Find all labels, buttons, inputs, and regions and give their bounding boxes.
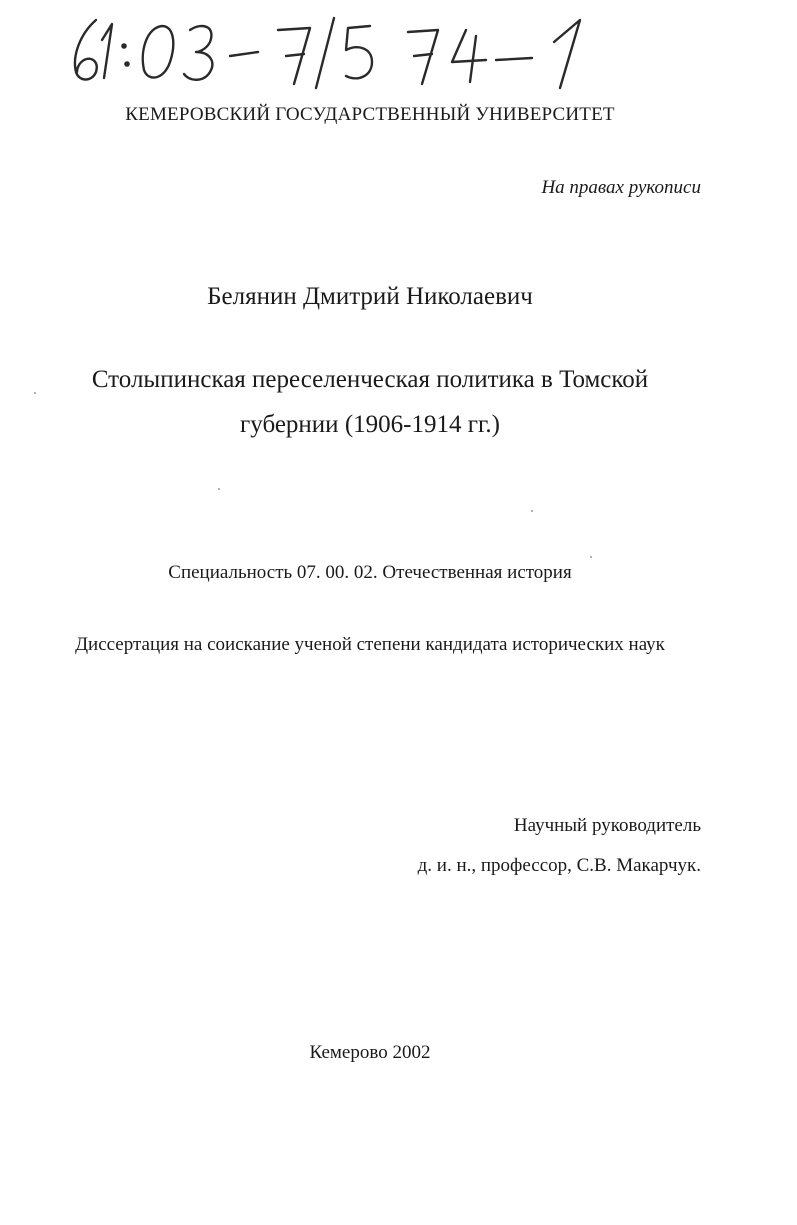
scan-speck (531, 510, 533, 512)
dissertation-title-line-2: губернии (1906-1914 гг.) (240, 411, 500, 438)
advisor-label: Научный руководитель (513, 815, 701, 836)
advisor-name: д. и. н., профессор, С.В. Макарчук. (417, 855, 701, 876)
handwritten-archive-number (66, 12, 626, 92)
city-and-year: Кемерово 2002 (309, 1042, 431, 1063)
scan-speck (590, 556, 592, 558)
specialty-line: Специальность 07. 00. 02. Отечественная история (168, 562, 572, 583)
scan-speck (218, 488, 220, 490)
university-name: КЕМЕРОВСКИЙ ГОСУДАРСТВЕННЫЙ УНИВЕРСИТЕТ (125, 104, 615, 125)
author-name: Белянин Дмитрий Николаевич (207, 283, 533, 310)
scan-speck (34, 392, 36, 394)
handwritten-archive-number-drawing (66, 12, 626, 92)
dissertation-title-line-1: Столыпинская переселенческая политика в Томской (91, 366, 649, 393)
manuscript-rights-note: На правах рукописи (541, 177, 701, 198)
degree-statement: Диссертация на соискание ученой степени кандидата исторических наук (75, 634, 665, 655)
